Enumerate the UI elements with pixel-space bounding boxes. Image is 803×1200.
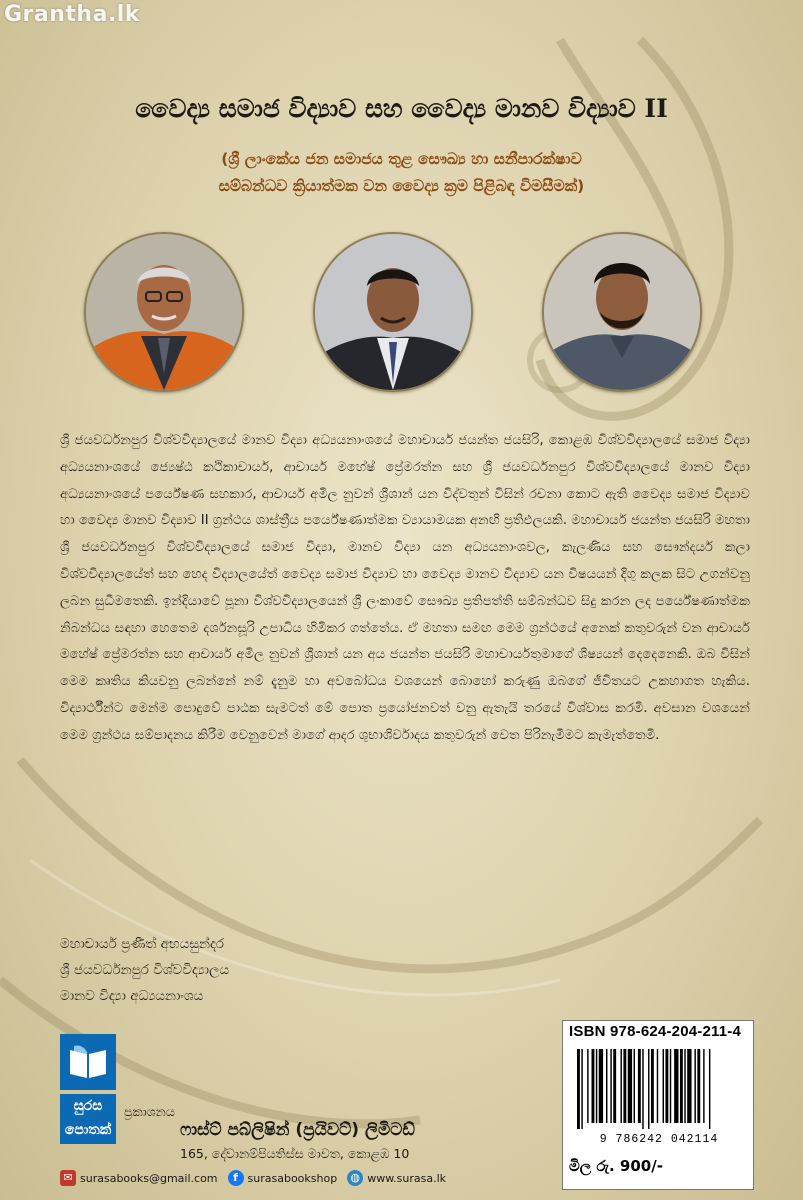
subtitle-line-1: (ශ්‍රී ලාංකේය ජන සමාජය තුළ සෞඛ්‍ය හා සනීපාරක්ෂාව	[221, 150, 582, 168]
book-title: වෛද්‍ය සමාජ විද්‍යාව සහ වෛද්‍ය මානව විද්‍යාව II	[135, 94, 668, 123]
barcode-bar	[581, 1049, 582, 1129]
barcode-bar	[703, 1049, 704, 1123]
subtitle-line-2: සම්බන්ධව ක්‍රියාත්මක වන වෛද්‍ය ක්‍රම පිළිබඳ විමසීමක්)	[218, 177, 585, 195]
barcode-digits: 9 786242 042114	[599, 1133, 719, 1146]
barcode-bar	[634, 1049, 635, 1123]
signature-name: මහාචාර්ය ප්‍රණීත් අභයසුන්දර	[60, 936, 225, 952]
author-portrait-1	[86, 234, 242, 390]
isbn-barcode-box	[562, 1020, 754, 1190]
author-photo-1	[84, 232, 244, 392]
publisher-logo	[60, 1034, 116, 1144]
author-photo-3	[542, 232, 702, 392]
barcode-bar	[628, 1049, 632, 1123]
facebook-text: surasabookshop	[247, 1171, 338, 1185]
barcode-bar	[606, 1049, 607, 1123]
barcode-bar	[596, 1049, 597, 1123]
barcode-bar	[665, 1049, 668, 1123]
site-watermark: Grantha.lk	[4, 2, 140, 27]
barcode-bar	[694, 1049, 695, 1123]
barcode-bar	[638, 1049, 641, 1123]
barcode-bar	[657, 1049, 658, 1123]
barcode-bar	[621, 1049, 622, 1123]
facebook-icon: f	[228, 1170, 244, 1186]
barcode-bar	[680, 1049, 683, 1123]
barcode-bar	[648, 1049, 649, 1129]
barcode-bar	[674, 1049, 678, 1123]
publisher-name: ෆාස්ට් පබ්ලිෂින් (ප්‍රයිවට්) ලිමිටඩ්	[180, 1120, 415, 1140]
logo-line-1: සුරස	[73, 1098, 103, 1114]
barcode-bar	[697, 1049, 700, 1123]
contact-facebook[interactable]	[228, 1170, 338, 1186]
web-text: www.surasa.lk	[367, 1171, 447, 1185]
barcode-graphic	[573, 1049, 743, 1129]
signature-university: ශ්‍රී ජයවර්ධනපුර විශ්වවිද්‍යාලය	[60, 962, 230, 978]
publisher-label: ප්‍රකාශනය	[124, 1104, 175, 1119]
barcode-bar	[610, 1049, 611, 1123]
barcode-bar	[709, 1049, 710, 1129]
barcode-bar	[670, 1049, 671, 1123]
barcode-bar	[687, 1049, 691, 1123]
publisher-address: 165, දේවානම්පියතිස්ස මාවත, කොළඹ 10	[180, 1146, 410, 1161]
contact-row	[60, 1170, 446, 1186]
publisher-logo-text	[60, 1094, 116, 1144]
contact-web[interactable]	[347, 1170, 446, 1186]
envelope-icon: ✉	[60, 1170, 76, 1186]
isbn-label: ISBN 978-624-204-211-4	[569, 1023, 742, 1040]
contact-email[interactable]	[60, 1170, 218, 1186]
globe-icon: ◍	[347, 1170, 363, 1186]
barcode-bar	[599, 1049, 603, 1123]
barcode-bar	[577, 1049, 580, 1129]
author-portrait-2	[315, 234, 471, 390]
book-description: ශ්‍රී ජයවර්ධනපුර විශ්වවිද්‍යාලයේ මානව විද්‍යා අධ්‍යයනාංශයේ මහාචාර්ය ජයන්ත ජයසිරි, කොළඹ විශ්වවිද්‍යාලයේ සමාජ විද්‍යා අධ්‍යයනාංශයේ ජ්‍යෙෂ්ඨ කථිකාචාර්ය, ආචාර්ය මහේෂ් ප්‍රේමරත්න සහ ශ්‍රී ජයවර්ධනපුර විශ්වවිද්‍යාලයේ මානව විද්‍යා අධ්‍යයනාංශයේ පර්යේෂණ සහකාර, ආචාර්ය අමිල නුවන් ශ්‍රීශාන් යන විද්වතුන් විසින් රචනා කොට ඇති වෛද්‍ය සමාජ විද්‍යාව හා වෛද්‍ය මානව විද්‍යාව II ග්‍රන්ථය ශාස්ත්‍රීය පර්යේෂණාත්මක ව්‍යායාමයක අනඟි ප්‍රතිඵලයකි. මහාචාර්ය ජයන්ත ජයසිරි මහතා ශ්‍රී ජයවර්ධනපුර විශ්වවිද්‍යාලයේ සමාජ විද්‍යා, මානව විද්‍යා යන අධ්‍යයනාංශවල, කැලණිය සහ සෞන්දර්ය කලා විශ්වවිද්‍යාලයේත් සහ හෙද විද්‍යාලයේත් වෛද්‍ය සමාජ විද්‍යාව හා වෛද්‍ය මානව විද්‍යාව යන විෂයයන් දිගු කලක සිට උගන්වනු ලබන සුධීමතෙකි. ඉන්දියාවේ පූනා විශ්වවිද්‍යාලයෙන් ශ්‍රී ලංකාවේ සෞඛ්‍ය ප්‍රතිපත්ති සම්බන්ධව සිදු කරන ලද පර්යේෂණාත්මක නිබන්ධය සඳහා හෙතෙම දර්ශනසූරි උපාධිය හිමිකර ගත්තේය. ඒ මහතා සමඟ මෙම ග්‍රන්ථයේ අනෙක් කතුවරුන් වන ආචාර්ය මහේෂ් ප්‍රේමරත්න සහ ආචාර්ය අමිල නුවන් ශ්‍රීශාන් යන අය ජයන්ත ජයසිරි මහාචාර්යතුමාගේ ශිෂ්‍යයන් දෙදෙනෙකි. ඔබ විසින් මෙම කෘතිය කියවනු ලබන්නේ නම් දැනුම හා අවබෝධය වශයෙන් බොහෝ කරුණු ඔබගේ ජීවිතයට උකහාගත හැකිය. විද්‍යාර්ථීන්ට මෙන්ම පොදුවේ පාඨක සැමටත් මේ පොත ප්‍රයෝජනවත් වනු ඇතැයි තරයේ විශ්වාස කරමි. අවසාන වශයෙන් මෙම ග්‍රන්ථය සම්පාදනය කිරීම වෙනුවෙන් මාගේ ආදර ශුභාශිර්වාදය කතුවරුන් වෙත පිරිනැමීමට කැමැත්තෙමි.	[60, 433, 750, 743]
barcode-bar	[663, 1049, 664, 1123]
barcode-bar	[651, 1049, 654, 1123]
barcode-bar	[623, 1049, 626, 1123]
book-subtitle	[70, 146, 733, 200]
book-logo-icon	[60, 1034, 116, 1090]
barcode-bar	[592, 1049, 595, 1123]
barcode-bar	[684, 1049, 685, 1123]
barcode-bar	[642, 1049, 643, 1129]
author-portrait-3	[544, 234, 700, 390]
author-photo-2	[313, 232, 473, 392]
signature-department: මානව විද්‍යා අධ්‍යයනාංශය	[60, 988, 204, 1004]
barcode-bar	[613, 1049, 616, 1123]
price-label: මිල රු. 900/-	[569, 1157, 663, 1175]
email-text: surasabooks@gmail.com	[80, 1171, 218, 1185]
logo-line-2: පොතක්	[64, 1122, 112, 1138]
barcode-bar	[587, 1049, 588, 1123]
